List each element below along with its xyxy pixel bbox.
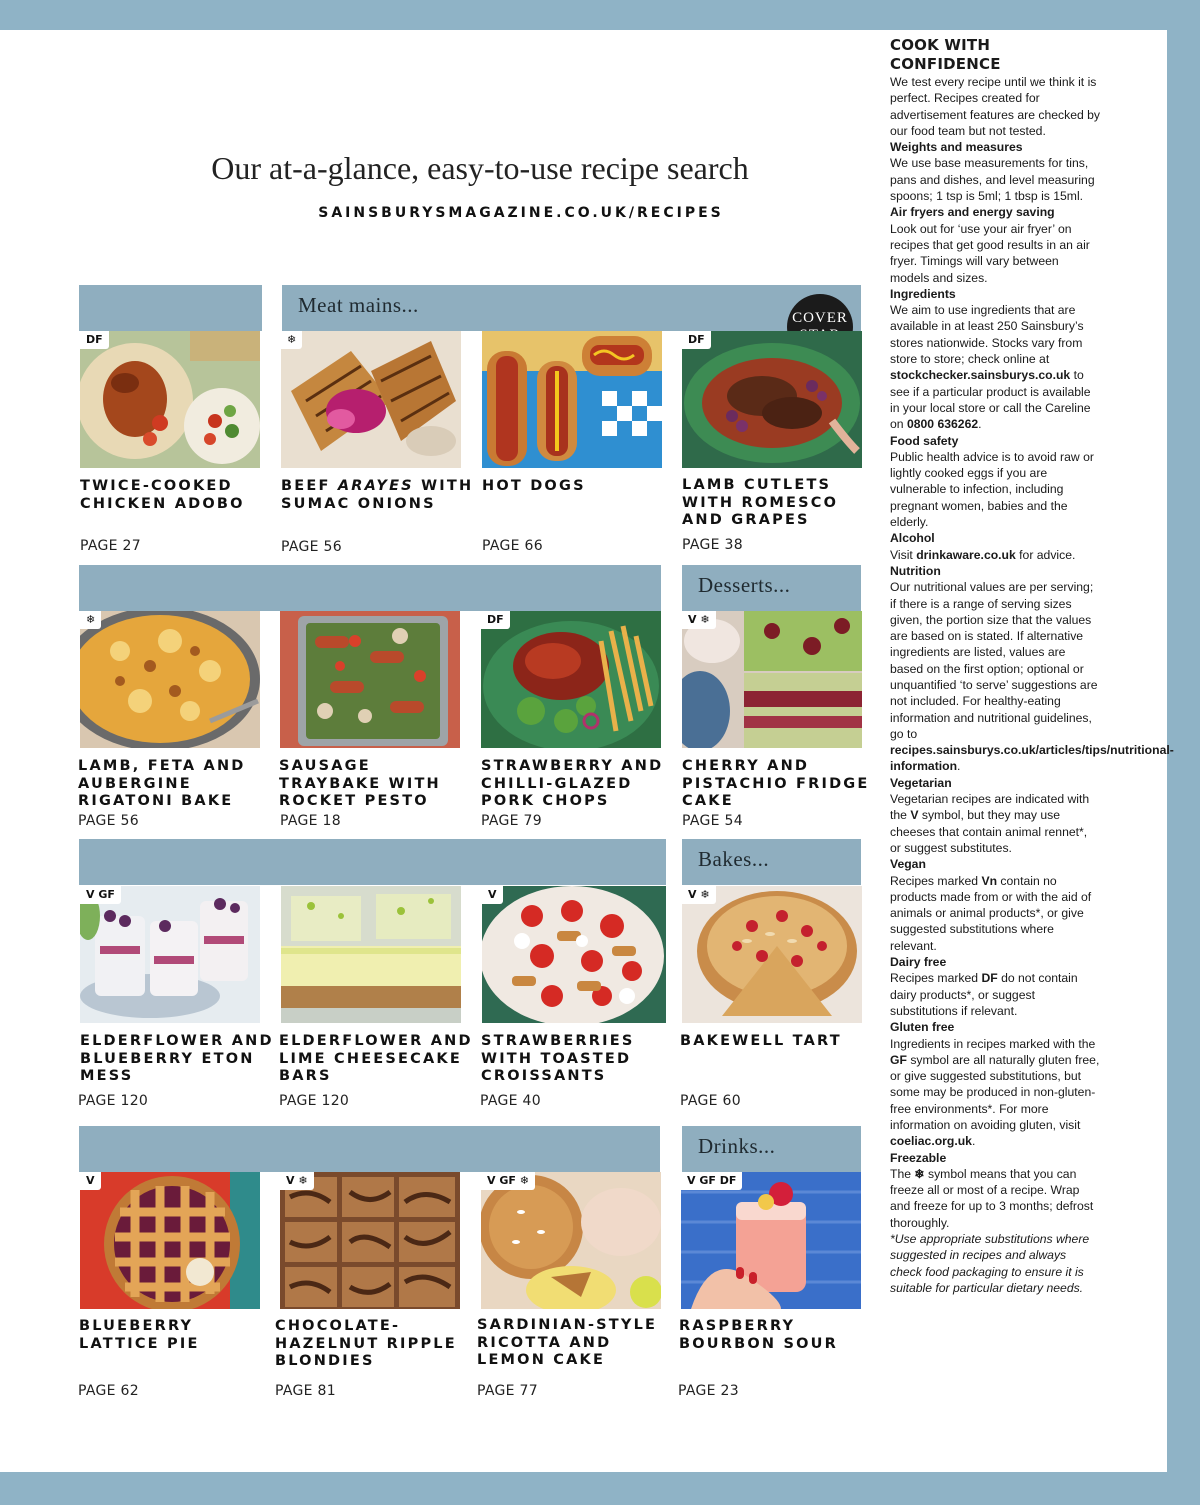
recipe-title[interactable]: RASPBERRY BOURBON SOUR [679, 1318, 838, 1352]
band-desserts [682, 565, 861, 611]
recipe-page: PAGE 18 [280, 813, 341, 829]
weights-text: We use base measurements for tins, pans and dishes, and level measuring spoons; 1 tsp is 5ml; 1 tbsp is 15ml. [890, 156, 1095, 204]
blondies-photo [280, 1172, 460, 1309]
recipe-page: PAGE 66 [482, 538, 543, 554]
dietary-badge: V ❄ [682, 886, 716, 904]
freezable-text: The ❄ symbol means that you can freeze all or most of a recipe. Wrap and freeze for up to 3 months; defrost thoroughly. [890, 1166, 1094, 1230]
eton-mess-photo [80, 886, 260, 1023]
dietary-badge: V [482, 886, 503, 904]
section-label-bakes: Bakes... [698, 847, 770, 871]
vegan-text: Recipes marked Vn contain no products made from or with the aid of animals or animal products*, or give suggested substitutions where relevant. [890, 873, 1092, 953]
band-row3-left [79, 839, 666, 885]
recipe-page: PAGE 81 [275, 1383, 336, 1399]
substitutions-footnote: *Use appropriate substitutions where suggested in recipes and always check food packaging to ensure it is suitable for particular dietary needs. [890, 1232, 1090, 1295]
vegetarian-heading: Vegetarian [890, 775, 952, 790]
weights-heading: Weights and measures [890, 140, 1023, 155]
air-fryers-text: Look out for ‘use your air fryer’ on recipes that get good results in an air fryer. Timings will vary between models and sizes. [890, 221, 1090, 285]
alcohol-text: Visit drinkaware.co.uk for advice. [890, 547, 1076, 562]
vegetarian-text: Vegetarian recipes are indicated with the V symbol, but they may use cheeses that contain animal rennet*, or suggest substitutes. [890, 792, 1090, 855]
band-meat-mains [282, 285, 861, 331]
recipe-page: PAGE 79 [481, 813, 542, 829]
ingredients-heading: Ingredients [890, 286, 956, 301]
recipe-page: PAGE 56 [78, 813, 139, 829]
recipe-title[interactable]: TWICE-COOKED CHICKEN ADOBO [80, 478, 245, 512]
bakewell-tart-photo [682, 886, 862, 1023]
strawberries-croissants-photo [482, 886, 666, 1023]
recipe-title[interactable]: CHERRY AND PISTACHIO FRIDGE CAKE [682, 758, 870, 809]
recipe-title[interactable]: BEEF ARAYES WITH SUMAC ONIONS [281, 478, 474, 512]
nutrition-heading: Nutrition [890, 563, 941, 578]
section-label-desserts: Desserts... [698, 573, 791, 597]
recipe-title[interactable]: ELDERFLOWER AND LIME CHEESECAKE BARS [279, 1033, 473, 1084]
stockchecker-link[interactable]: stockchecker.sainsburys.co.uk [890, 368, 1071, 383]
cover-star-line1: COVER [792, 310, 848, 326]
recipe-page: PAGE 60 [680, 1093, 741, 1109]
recipe-title[interactable]: STRAWBERRY AND CHILLI-GLAZED PORK CHOPS [481, 758, 664, 809]
section-label-meat-mains: Meat mains... [298, 293, 419, 317]
recipe-page: PAGE 54 [682, 813, 743, 829]
dietary-badge: DF [481, 611, 510, 629]
dietary-badge: V GF DF [681, 1172, 742, 1190]
dietary-badge: ❄ [80, 611, 101, 629]
freezable-heading: Freezable [890, 1150, 947, 1165]
recipe-page: PAGE 38 [682, 537, 743, 553]
dietary-badge: V ❄ [682, 611, 716, 629]
recipe-title[interactable]: BAKEWELL TART [680, 1033, 842, 1049]
dietary-badge: V ❄ [280, 1172, 314, 1190]
recipe-page: PAGE 23 [678, 1383, 739, 1399]
chicken-adobo-photo [80, 331, 260, 468]
cheesecake-bars-photo [281, 886, 461, 1023]
rigatoni-bake-photo [80, 611, 260, 748]
pork-chops-photo [481, 611, 661, 748]
nutrition-link[interactable]: recipes.sainsburys.co.uk/articles/tips/nutritional-information [890, 743, 1174, 774]
recipe-page: PAGE 77 [477, 1383, 538, 1399]
careline-number: 0800 636262 [906, 417, 979, 432]
recipe-title[interactable]: STRAWBERRIES WITH TOASTED CROISSANTS [481, 1033, 635, 1084]
vegan-heading: Vegan [890, 857, 926, 872]
recipe-page: PAGE 120 [78, 1093, 149, 1109]
hot-dogs-photo [482, 331, 662, 468]
ingredients-text: We aim to use ingredients that are available in at least 250 Sainsbury’s stores nationwide. Stocks vary from store to store; check online at stockchecker.sainsburys.co.uk to see if a particular product is available in your local store or call the Careline on 0800 636262. [890, 303, 1091, 432]
air-fryers-heading: Air fryers and energy saving [890, 205, 1055, 220]
sidebar-intro: We test every recipe until we think it is perfect. Recipes created for advertisement features are checked by our food team but not tested. [890, 75, 1101, 138]
nutrition-text: Our nutritional values are per serving; if there is a range of serving sizes given, the portion size that the values are based on is stated. If alternative ingredients are listed, values are based on the first option; optional or unquantified ‘to serve’ suggestions are not included. For healthy-eating information and nutritional guidelines, go to recipes.sainsburys.co.uk/articles/tips/nutritional-information. [890, 580, 1174, 774]
dietary-badge: ❄ [281, 331, 302, 349]
recipe-title[interactable]: LAMB CUTLETS WITH ROMESCO AND GRAPES [682, 477, 839, 528]
recipe-title[interactable]: SAUSAGE TRAYBAKE WITH ROCKET PESTO [279, 758, 441, 809]
band-row1-left [79, 285, 262, 331]
recipe-title[interactable]: LAMB, FETA AND AUBERGINE RIGATONI BAKE [78, 758, 246, 809]
sidebar-heading: COOK WITH CONFIDENCE [890, 36, 1001, 73]
beef-arayes-photo [281, 331, 461, 468]
fridge-cake-photo [682, 611, 862, 748]
dairy-free-text: Recipes marked DF do not contain dairy products*, or suggest substitutions if relevant. [890, 971, 1078, 1018]
band-bakes [682, 839, 861, 885]
gluten-free-heading: Gluten free [890, 1020, 955, 1035]
gluten-free-text: Ingredients in recipes marked with the GF symbol are all naturally gluten free, or give suggested substitutions, but some may be produced in non-gluten-free environments*. For more information on avoiding gluten, visit coeliac.org.uk. [890, 1036, 1100, 1149]
recipe-title[interactable]: ELDERFLOWER AND BLUEBERRY ETON MESS [80, 1033, 274, 1084]
recipe-page: PAGE 27 [80, 538, 141, 554]
recipe-page: PAGE 56 [281, 539, 342, 555]
recipe-page: PAGE 40 [480, 1093, 541, 1109]
recipe-title[interactable]: BLUEBERRY LATTICE PIE [79, 1318, 200, 1352]
dietary-badge: V GF ❄ [481, 1172, 535, 1190]
cook-with-confidence-sidebar [890, 36, 1174, 1296]
lattice-pie-photo [80, 1172, 260, 1309]
food-safety-text: Public health advice is to avoid raw or lightly cooked eggs if you are vulnerable to infection, including pregnant women, babies and the elderly. [890, 449, 1094, 530]
lamb-cutlets-photo [682, 331, 862, 468]
band-row2-left [79, 565, 661, 611]
dietary-badge: DF [80, 331, 109, 349]
dietary-badge: DF [682, 331, 711, 349]
page-headline: Our at-a-glance, easy-to-use recipe search [211, 150, 749, 186]
recipe-page: PAGE 120 [279, 1093, 350, 1109]
snowflake-icon: ❄ [914, 1166, 925, 1181]
recipe-page: PAGE 62 [78, 1383, 139, 1399]
food-safety-heading: Food safety [890, 433, 959, 448]
dietary-badge: V [80, 1172, 101, 1190]
recipe-title[interactable]: CHOCOLATE-HAZELNUT RIPPLE BLONDIES [275, 1318, 457, 1369]
band-drinks [682, 1126, 861, 1172]
ricotta-cake-photo [481, 1172, 661, 1309]
dairy-free-heading: Dairy free [890, 955, 947, 970]
drinkaware-link[interactable]: drinkaware.co.uk [916, 547, 1016, 562]
recipe-title[interactable]: SARDINIAN-STYLE RICOTTA AND LEMON CAKE [477, 1317, 658, 1368]
coeliac-link[interactable]: coeliac.org.uk [890, 1134, 972, 1149]
sausage-traybake-photo [280, 611, 460, 748]
dietary-badge: V GF [80, 886, 121, 904]
alcohol-heading: Alcohol [890, 531, 935, 546]
recipes-url[interactable]: SAINSBURYSMAGAZINE.CO.UK/RECIPES [318, 205, 724, 221]
section-label-drinks: Drinks... [698, 1134, 776, 1158]
bourbon-sour-photo [681, 1172, 861, 1309]
recipe-title[interactable]: HOT DOGS [482, 478, 586, 494]
band-row4-left [79, 1126, 660, 1172]
